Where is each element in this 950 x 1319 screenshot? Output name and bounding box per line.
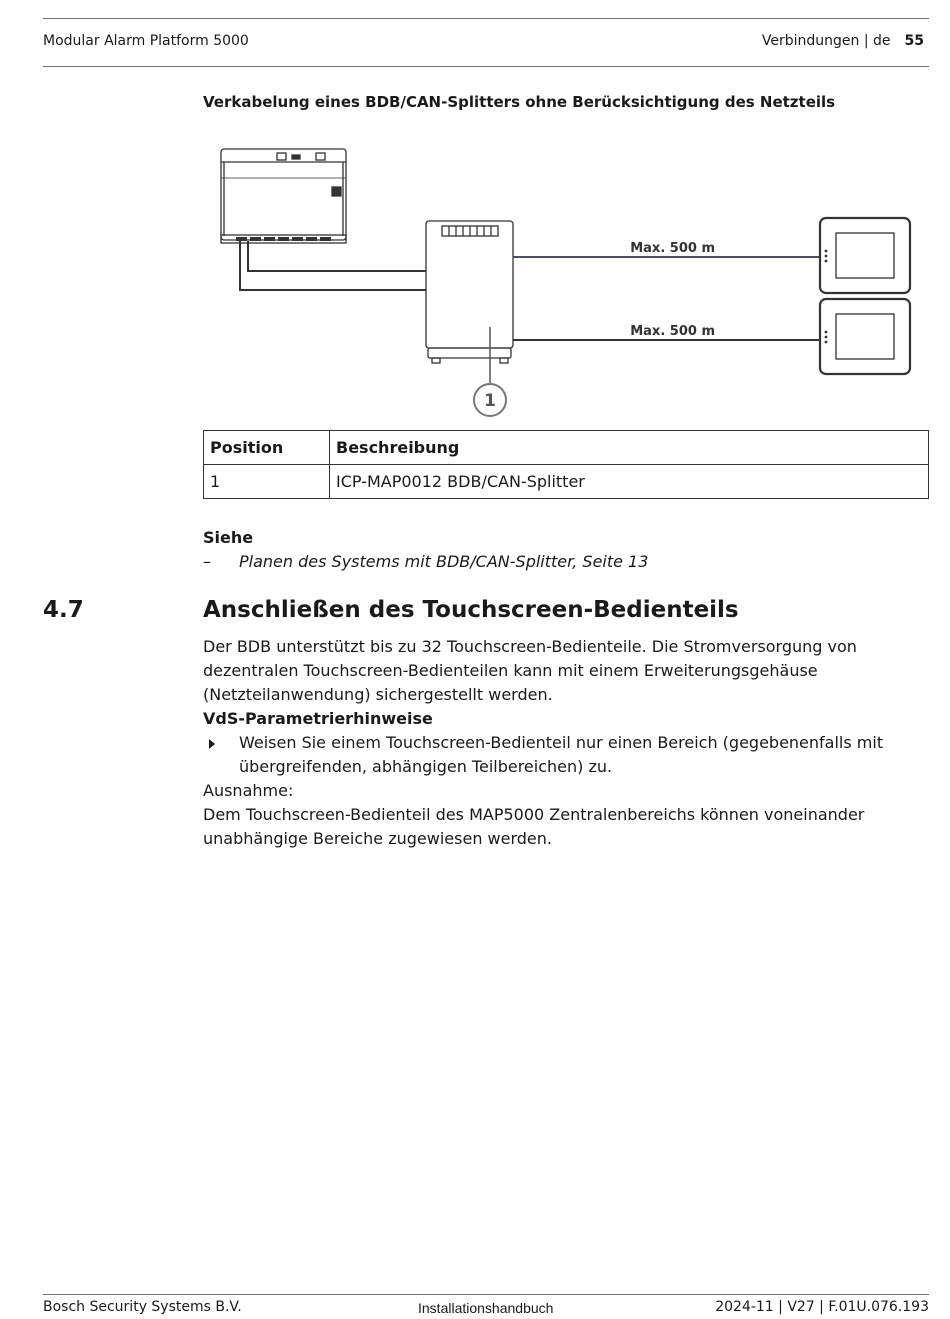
header-section: Verbindungen | de: [761, 33, 891, 49]
subheading: VdS-Parametrierhinweise: [203, 709, 433, 728]
instruction-text: Weisen Sie einem Touchscreen-Bedienteil nur einen Bereich (gegebenenfalls mit übergreifenden, abhängigen Teilbereichen) zu.: [239, 733, 884, 776]
figure-title: Verkabelung eines BDB/CAN-Splitters ohne Berücksichtigung des Netzteils: [203, 93, 836, 111]
table-header: Beschreibung: [330, 431, 929, 465]
header-rule-top: [43, 18, 929, 19]
table-header: Position: [204, 431, 330, 465]
header-right: [762, 33, 924, 49]
position-table: [203, 430, 929, 499]
cross-reference-link[interactable]: Planen des Systems mit BDB/CAN-Splitter, Seite 13: [239, 552, 649, 571]
control-panel-device: [221, 149, 346, 243]
table-header-row: [204, 431, 929, 465]
header-rule-bottom: [43, 66, 929, 67]
table-cell: ICP-MAP0012 BDB/CAN-Splitter: [330, 465, 929, 499]
intro-paragraph: Der BDB unterstützt bis zu 32 Touchscreen-Bedienteile. Die Stromversorgung von dezentralen Touchscreen-Bedienteilen kann mit einem Erweiterungsgehäuse (Netzteilanwendung) sichergestellt werden.: [203, 637, 857, 704]
exception-text: Dem Touchscreen-Bedienteil des MAP5000 Zentralenbereichs können voneinander unabhängige Bereiche zugewiesen werden.: [203, 805, 865, 848]
list-dash: –: [203, 552, 211, 571]
footer-doc-type: Installationshandbuch: [418, 1300, 554, 1316]
section-number: 4.7: [43, 597, 84, 623]
footer-company: Bosch Security Systems B.V.: [43, 1299, 242, 1315]
wires-panel-to-splitter: [240, 241, 426, 290]
page-number: 55: [904, 33, 924, 49]
wiring-diagram: [200, 140, 920, 420]
callout-number: 1: [484, 391, 496, 411]
touchscreen-keypad-1: [820, 218, 910, 293]
instruction-item: [203, 731, 903, 779]
label-distance-top: Max. 500 m: [630, 241, 715, 256]
bullet-triangle-icon: [209, 739, 215, 749]
terminal-block: [236, 237, 331, 241]
footer-version: 2024-11 | V27 | F.01U.076.193: [715, 1299, 929, 1315]
touchscreen-keypad-2: [820, 299, 910, 374]
table-cell: 1: [204, 465, 330, 499]
table-row: [204, 465, 929, 499]
section-body: [203, 635, 903, 851]
see-also-heading: Siehe: [203, 528, 254, 547]
exception-label: Ausnahme:: [203, 781, 294, 800]
label-distance-bottom: Max. 500 m: [630, 324, 715, 339]
section-title: Anschließen des Touchscreen-Bedienteils: [203, 597, 739, 623]
see-also-item: [203, 552, 648, 571]
header-product: Modular Alarm Platform 5000: [43, 33, 249, 49]
footer-rule: [43, 1294, 929, 1295]
splitter-device: [426, 221, 513, 363]
